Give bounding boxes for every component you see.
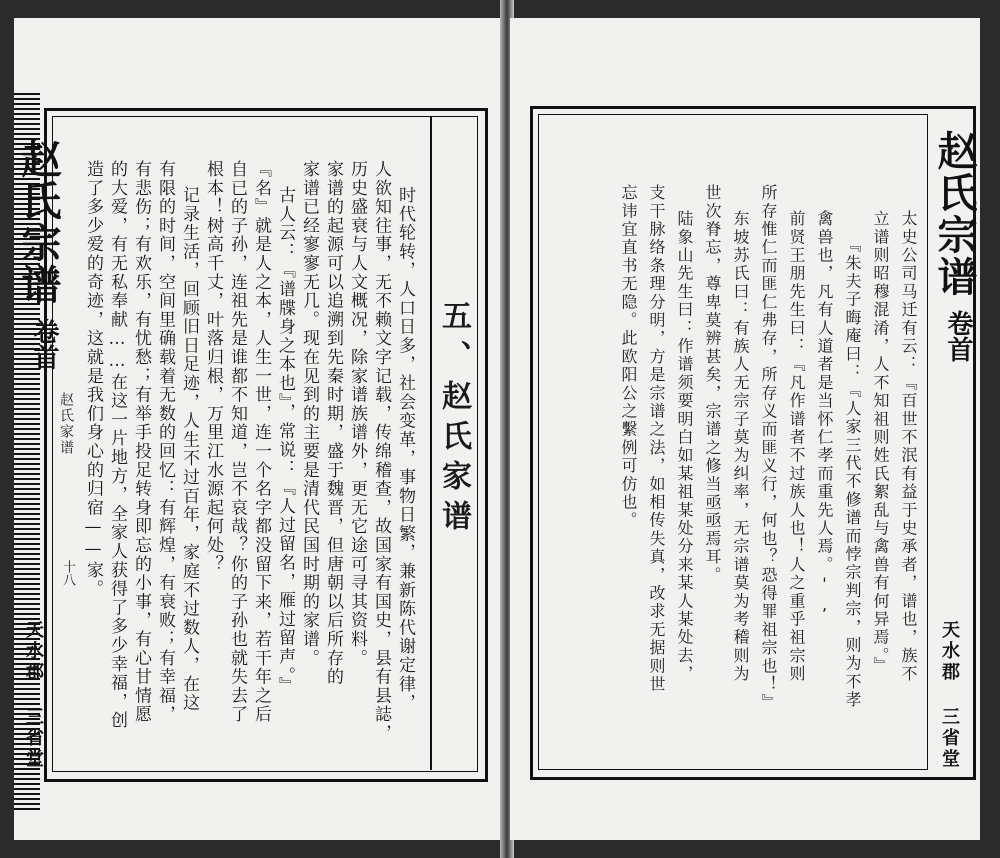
left-col-1: 时代轮转，人口日多，社会变革，事物日繁，兼新陈代谢定律，: [395, 186, 415, 713]
right-hall-name: 天水郡 三省堂: [939, 620, 960, 770]
right-col-10: 支干脉络条理分明，方是宗谱之法，如相传失真，改求无据则世: [647, 184, 666, 694]
left-col-3: 历史盛衰与人文概况，除家谱族谱外，更无它途可寻其资料。: [347, 160, 367, 668]
right-col-3: 『朱夫子晦庵曰：『人家三代不修谱而悖宗判宗，则为不孝: [843, 236, 862, 710]
left-col-8: 自已的子孙，连祖先是谁都不知道，岂不哀哉？你的子孙也就失去了: [227, 160, 247, 724]
right-col-8: 世次脊忘，尊卑莫辨甚矣，宗谱之修当亟亟焉耳。: [703, 184, 722, 585]
left-col-4: 家谱的起源可以追溯到先秦时期，盛于魏晋，但唐朝以后所存的: [323, 160, 343, 687]
left-book-label: 赵氏家谱: [58, 392, 74, 456]
right-banner-title: 赵氏宗谱: [931, 130, 978, 298]
left-col-10: 记录生活，回顾旧日足迹，人生不过百年，家庭不过数人，在这: [179, 186, 199, 713]
left-hall-name: 天水郡 三省堂: [23, 620, 44, 770]
left-col-14: 造了多少爱的奇迹，这就是我们身心的归宿——家。: [83, 160, 103, 599]
left-col-7: 『名』就是人之本，人生一世，连一个名字都没留下来，若干年之后: [251, 160, 271, 724]
right-col-5: 前贤王朋先生曰：『凡作谱者不过族人也！人之重乎祖宗则: [787, 210, 806, 684]
right-col-9: 陆象山先生曰：作谱须要明白如某祖某处分来某人某处去，: [675, 210, 694, 684]
right-col-7: 东坡苏氏曰：有族人无宗子莫为纠率，无宗谱莫为考稽则为: [731, 210, 750, 684]
right-banner-juan: 卷首: [943, 310, 973, 362]
left-page-number: 十八: [60, 560, 75, 586]
left-col-11: 有限的时间，空间里确载着无数的回忆：有辉煌，有衰败；有幸福，: [155, 160, 175, 724]
left-col-13: 的大爱，有无私奉献……在这一片地方，全家人获得了多少幸福，创: [107, 160, 127, 730]
left-title-divider: [430, 116, 432, 770]
section-title: 五、赵氏家谱: [436, 300, 471, 540]
right-col-4: 禽兽也，凡有人道者是当怀仁孝而重先人焉。',: [815, 210, 834, 617]
left-banner-juan: 卷首: [29, 318, 59, 370]
right-col-1: 太史公司马迁有云：『百世不泯有益于史承者，谱也，族不: [899, 210, 918, 684]
left-col-6: 古人云：『谱牒身之本也』，常说：『人过留名，雁过留声。』: [275, 186, 295, 696]
right-col-6: 所存惟仁而匪仁弗存，所存义而匪义行，何也？恐得罪祖宗也！』: [759, 184, 778, 712]
left-col-12: 有悲伤；有欢乐，有忧愁；有举手投足转身即忘的小事，有心甘情愿: [131, 160, 151, 724]
right-col-11: 忘讳宜直书无隐。此欧阳公之繫例可仿也。: [619, 184, 638, 530]
right-col-2: 立谱则昭穆混淆，人不知祖则姓氏絮乱与禽兽有何异焉。』: [871, 210, 890, 676]
left-col-9: 根本！树高千丈，叶落归根，万里江水源起何处？: [203, 160, 223, 574]
left-col-2: 人欲知往事，无不赖文字记载，传绵稽查，故国家有国史，县有县誌，: [371, 160, 391, 743]
left-banner-title: 赵氏宗谱: [15, 138, 62, 306]
left-col-5: 家谱已经寥寥无几。现在见到的主要是清代民国时期的家谱。: [299, 160, 319, 668]
